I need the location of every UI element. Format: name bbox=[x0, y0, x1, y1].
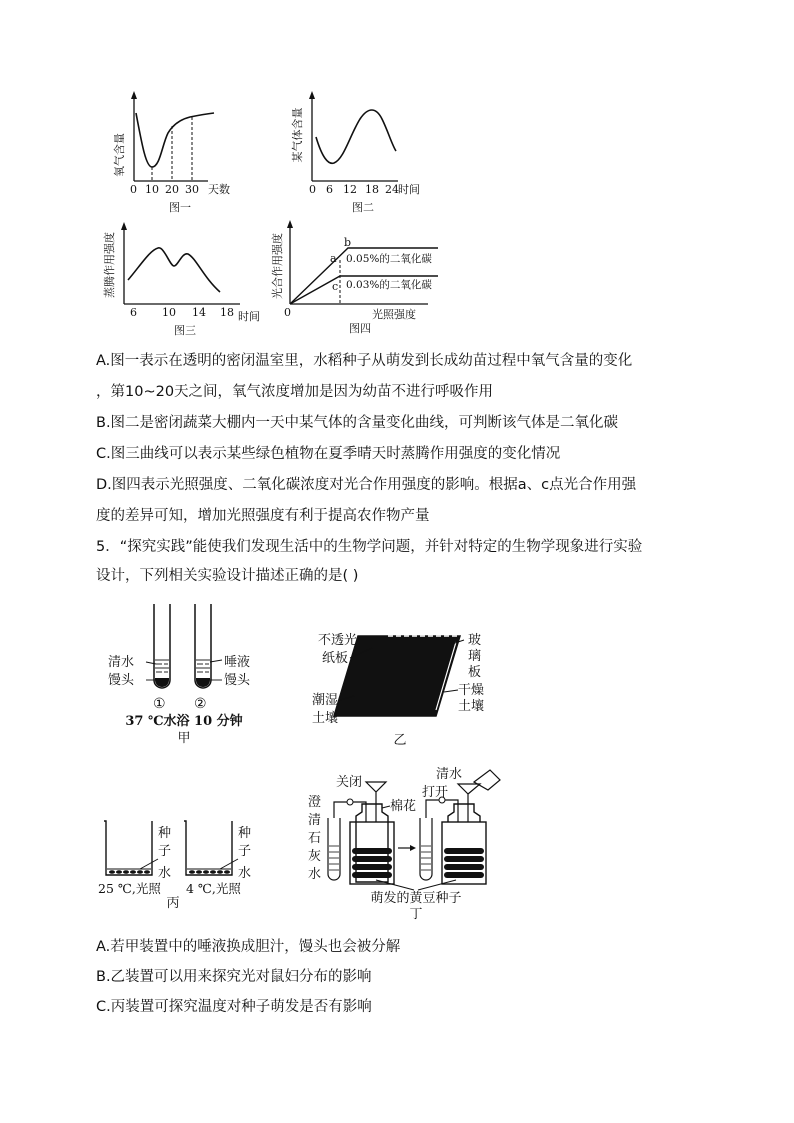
bing-seed1-b: 子 bbox=[158, 844, 172, 859]
fig1-tick-2: 20 bbox=[165, 183, 179, 196]
q5-option-b: B.乙装置可以用来探究光对鼠妇分布的影响 bbox=[96, 969, 372, 985]
fig2-tick-1: 6 bbox=[326, 183, 333, 196]
ding-lime-4: 水 bbox=[308, 867, 322, 882]
q5-stem-line2: 设计，下列相关实验设计描述正确的是( ) bbox=[96, 568, 359, 584]
yi-label-bl2: 土壤 bbox=[312, 711, 339, 726]
apparatus-ding bbox=[306, 762, 506, 922]
bing-water1: 水 bbox=[158, 866, 172, 881]
q4-option-a-line1: A.图一表示在透明的密闭温室里，水稻种子从萌发到长成幼苗过程中氧气含量的变化 bbox=[96, 353, 633, 369]
bing-cond2: 4 ℃,光照 bbox=[186, 881, 241, 896]
fig2-ylabel: 某气体含量 bbox=[291, 107, 304, 163]
fig3-tick-2: 14 bbox=[192, 306, 206, 319]
fig1-tick-0: 0 bbox=[130, 183, 137, 196]
fig1-xlabel: 天数 bbox=[208, 183, 230, 196]
fig3-caption: 图三 bbox=[174, 324, 196, 337]
fig1-tick-1: 10 bbox=[145, 183, 159, 196]
fig4-caption: 图四 bbox=[349, 322, 371, 335]
fig4-ylabel: 光合作用强度 bbox=[271, 233, 284, 299]
figure-2 bbox=[288, 95, 438, 220]
fig4-line2-label: 0.03%的二氧化碳 bbox=[346, 279, 432, 291]
q4-option-c: C.图三曲线可以表示某些绿色植物在夏季晴天时蒸腾作用强度的变化情况 bbox=[96, 446, 561, 462]
bing-water2: 水 bbox=[238, 866, 252, 881]
yi-label-l2: 纸板 bbox=[322, 651, 349, 666]
fig2-xlabel: 时间 bbox=[398, 183, 420, 196]
figure-3 bbox=[100, 220, 270, 340]
yi-label-r3: 板 bbox=[468, 665, 482, 680]
bing-name: 丙 bbox=[166, 896, 180, 911]
jia-left-label2: 馒头 bbox=[108, 673, 135, 688]
ding-closed: 关闭 bbox=[336, 775, 363, 790]
jia-tube-1: ① bbox=[153, 696, 166, 712]
q5-stem-line1: 5．“探究实践”能使我们发现生活中的生物学问题，并针对特定的生物学现象进行实验 bbox=[96, 539, 643, 555]
yi-label-r1: 玻 bbox=[468, 633, 482, 648]
fig4-point-a: a bbox=[330, 252, 337, 265]
ding-seeds: 萌发的黄豆种子 bbox=[370, 891, 462, 906]
bing-cond1: 25 ℃,光照 bbox=[98, 881, 161, 896]
bing-seed1-a: 种 bbox=[158, 826, 172, 841]
fig4-origin: 0 bbox=[284, 306, 291, 319]
yi-label-br2: 土壤 bbox=[458, 699, 485, 714]
ding-open: 打开 bbox=[422, 785, 449, 800]
figure-4 bbox=[268, 218, 468, 338]
fig3-xlabel: 时间 bbox=[238, 310, 260, 323]
fig4-line1-label: 0.05%的二氧化碳 bbox=[346, 253, 432, 265]
q5-option-c: C.丙装置可探究温度对种子萌发是否有影响 bbox=[96, 999, 372, 1015]
ding-water: 清水 bbox=[436, 767, 463, 782]
fig2-tick-4: 24 bbox=[385, 183, 399, 196]
jia-right-label1: 唾液 bbox=[224, 655, 251, 670]
yi-label-br1: 干燥 bbox=[458, 683, 485, 698]
fig3-tick-3: 18 bbox=[220, 306, 234, 319]
fig2-tick-2: 12 bbox=[343, 183, 357, 196]
fig4-point-b: b bbox=[344, 236, 352, 249]
fig4-point-c: c bbox=[332, 280, 339, 293]
fig3-tick-1: 10 bbox=[162, 306, 176, 319]
bing-seed2-a: 种 bbox=[238, 826, 252, 841]
yi-label-r2: 璃 bbox=[468, 649, 482, 664]
fig1-tick-3: 30 bbox=[185, 183, 199, 196]
yi-label-l1: 不透光 bbox=[318, 633, 358, 648]
jia-condition: 37 ℃水浴 10 分钟 bbox=[125, 714, 243, 729]
yi-label-bl1: 潮湿 bbox=[312, 693, 339, 708]
q5-option-a: A.若甲装置中的唾液换成胆汁，馒头也会被分解 bbox=[96, 939, 401, 955]
ding-lime-3: 灰 bbox=[308, 849, 322, 864]
fig2-caption: 图二 bbox=[352, 201, 374, 214]
jia-right-label2: 馒头 bbox=[224, 673, 251, 688]
q4-option-d-line1: D.图四表示光照强度、二氧化碳浓度对光合作用强度的影响。根据a、c点光合作用强 bbox=[96, 477, 637, 493]
fig3-ylabel: 蒸腾作用强度 bbox=[103, 232, 116, 298]
apparatus-jia bbox=[104, 600, 284, 750]
jia-tube-2: ② bbox=[194, 696, 207, 712]
q4-option-b: B.图二是密闭蔬菜大棚内一天中某气体的含量变化曲线，可判断该气体是二氧化碳 bbox=[96, 415, 619, 431]
fig2-tick-0: 0 bbox=[309, 183, 316, 196]
ding-lime-2: 石 bbox=[308, 831, 322, 846]
fig3-tick-0: 6 bbox=[130, 306, 137, 319]
jia-name: 甲 bbox=[177, 731, 191, 746]
ding-lime-1: 清 bbox=[308, 813, 322, 828]
fig4-xlabel: 光照强度 bbox=[372, 308, 416, 321]
q4-option-a-line2: ，第10~20天之间，氧气浓度增加是因为幼苗不进行呼吸作用 bbox=[96, 384, 494, 400]
apparatus-yi bbox=[308, 630, 498, 750]
apparatus-bing bbox=[96, 815, 276, 910]
ding-cotton: 棉花 bbox=[390, 799, 417, 814]
q4-option-d-line2: 度的差异可知，增加光照强度有利于提高农作物产量 bbox=[96, 508, 430, 524]
fig1-ylabel: 氧气含量 bbox=[113, 133, 126, 177]
figure-1 bbox=[110, 95, 260, 220]
fig1-caption: 图一 bbox=[169, 201, 191, 214]
jia-left-label1: 清水 bbox=[108, 655, 135, 670]
fig2-tick-3: 18 bbox=[365, 183, 379, 196]
ding-lime-0: 澄 bbox=[308, 795, 322, 810]
bing-seed2-b: 子 bbox=[238, 844, 252, 859]
yi-name: 乙 bbox=[393, 733, 407, 748]
ding-name: 丁 bbox=[409, 907, 423, 922]
